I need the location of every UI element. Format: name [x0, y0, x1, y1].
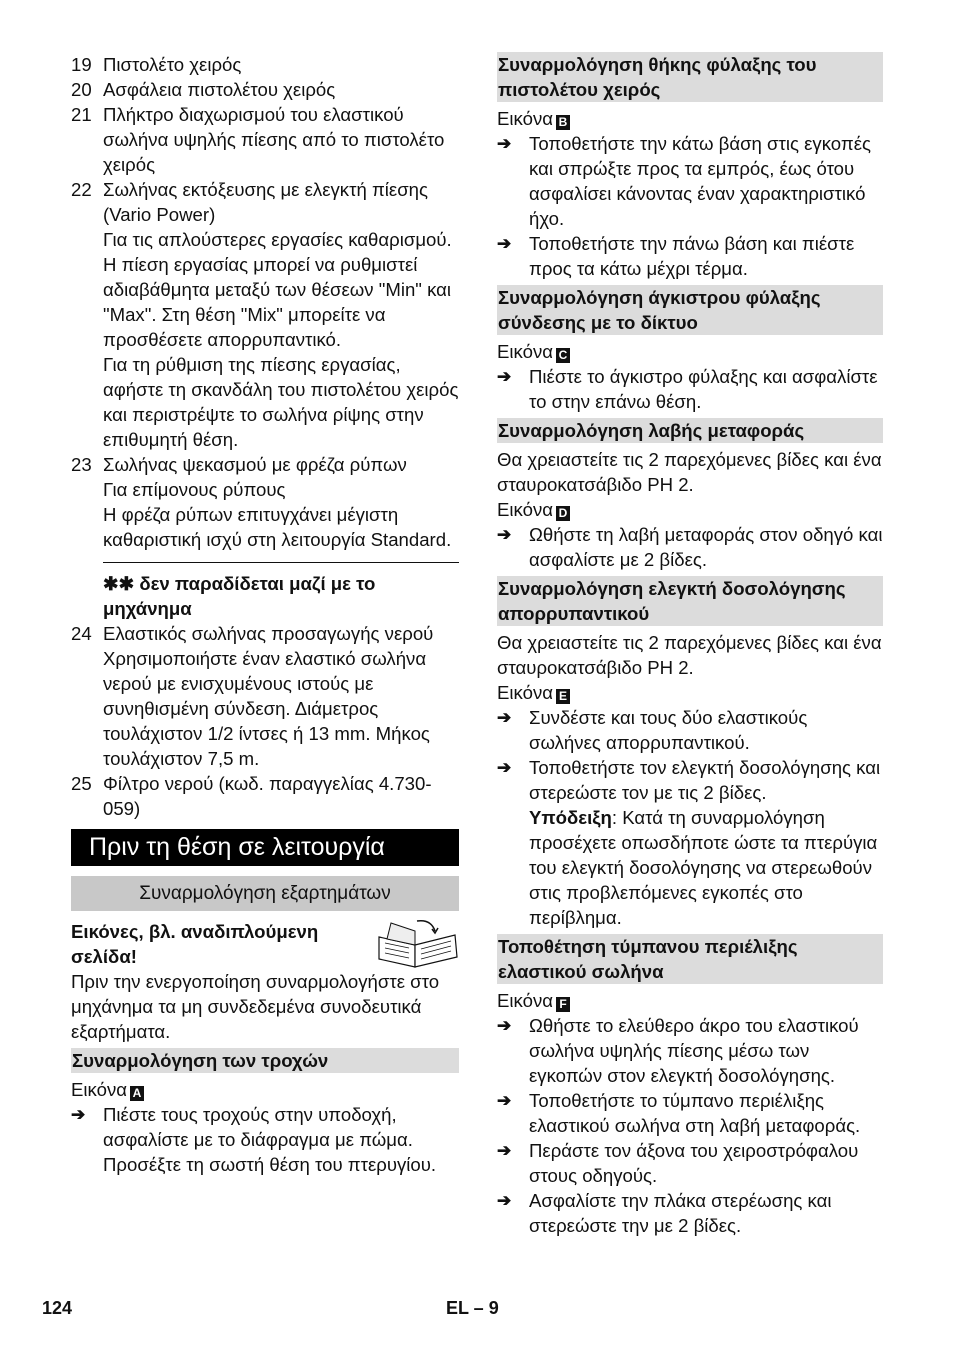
figure-letter: B — [556, 115, 570, 130]
step-item: ➔ Ωθήστε τη λαβή μεταφοράς στον οδηγό και ασφαλίστε με 2 βίδες. — [497, 524, 883, 570]
subsection-title: Συναρμολόγηση εξαρτημάτων — [71, 876, 459, 911]
step-item: ➔ Πιέστε τους τροχούς στην υποδοχή, ασφαλίστε με το διάφραγμα με πώμα. Προσέξτε τη σωστή θέση του πτερυγίου. — [71, 1104, 437, 1175]
figure-letter: C — [556, 348, 570, 363]
arrow-icon: ➔ — [497, 1191, 512, 1210]
arrow-icon: ➔ — [497, 367, 512, 386]
step-item: ➔ Τοποθετήστε τον ελεγκτή δοσολόγησης και στερεώστε τον με τις 2 βίδες. — [497, 757, 881, 803]
right-column — [497, 52, 883, 1238]
arrow-icon: ➔ — [497, 525, 512, 544]
figure-ref: Εικόνα C — [497, 339, 883, 364]
list-item: 20 Ασφάλεια πιστολέτου χειρός — [71, 79, 336, 100]
item-description: Για τη ρύθμιση της πίεσης εργασίας, αφήστε τη σκανδάλη του πιστολέτου χειρός και περιστρέψτε το σωλήνα ρίψης στην επιθυμητή θέση. — [103, 354, 459, 450]
figure-ref: Εικόνα E — [497, 680, 883, 705]
subheading: Συναρμολόγηση θήκης φύλαξης του πιστολέτου χειρός — [497, 52, 883, 102]
step-item: ➔ Πιέστε το άγκιστρο φύλαξης και ασφαλίστε το στην επάνω θέση. — [497, 366, 878, 412]
arrow-icon: ➔ — [497, 134, 512, 153]
step-item: ➔ Συνδέστε και τους δύο ελαστικούς σωλήνες απορρυπαντικού. — [497, 707, 808, 753]
step-item: ➔ Τοποθετήστε την πάνω βάση και πιέστε προς τα κάτω μέχρι τέρμα. — [497, 233, 855, 279]
item-description: Χρησιμοποιήστε έναν ελαστικό σωλήνα νερού με ενισχυμένους ιστούς με συνηθισμένη σύνδεση. Διάμετρος τουλάχιστον 1/2 ίντσες ή 13 mm. Μήκος τουλάχιστον 7,5 m. — [103, 648, 430, 769]
step-item: ➔ Τοποθετήστε την κάτω βάση στις εγκοπές και σπρώξτε προς τα εμπρός, έως ότου ασφαλίσει κάνοντας έναν χαρακτηριστικό ήχο. — [497, 133, 871, 229]
item-description: Η φρέζα ρύπων επιτυγχάνει μέγιστη καθαριστική ισχύ στη λειτουργία Standard. — [103, 504, 452, 550]
figure-ref: Εικόνα B — [497, 106, 883, 131]
item-description: Για επίμονους ρύπους — [103, 479, 286, 500]
list-item: 25 Φίλτρο νερού (κωδ. παραγγελίας 4.730-059) — [71, 773, 432, 819]
intro-text: Πριν την ενεργοποίηση συναρμολογήστε στο μηχάνημα τα μη συνδεδεμένα συνοδευτικά εξαρτήματα. — [71, 971, 440, 1042]
figure-ref: Εικόνα F — [497, 988, 883, 1013]
step-item: ➔ Ασφαλίστε την πλάκα στερέωσης και στερεώστε την με 2 βίδες. — [497, 1190, 832, 1236]
step-item: ➔ Τοποθετήστε το τύμπανο περιέλιξης ελαστικού σωλήνα στη λαβή μεταφοράς. — [497, 1090, 861, 1136]
step-item: ➔ Ωθήστε το ελεύθερο άκρο του ελαστικού σωλήνα υψηλής πίεσης μέσω των εγκοπών στον ελεγκτή δοσολόγησης. — [497, 1015, 859, 1086]
not-supplied-note: ✱✱ δεν παραδίδεται μαζί με το μηχάνημα — [103, 573, 376, 619]
page-lang-label: EL – 9 — [446, 1298, 499, 1318]
list-item: 24 Ελαστικός σωλήνας προσαγωγής νερού — [71, 623, 434, 644]
subheading: Συναρμολόγηση άγκιστρου φύλαξης σύνδεσης με το δίκτυο — [497, 285, 883, 335]
note-text: Υπόδειξη: Κατά τη συναρμολόγηση προσέχετε οπωσδήποτε ώστε τα πτερύγια του ελεγκτή δοσολόγησης να στερεωθούν στις προβλεπόμενες εγκοπές στο περίβλημα. — [529, 807, 878, 928]
arrow-icon: ➔ — [497, 708, 512, 727]
arrow-icon: ➔ — [497, 1016, 512, 1035]
arrow-icon: ➔ — [497, 234, 512, 253]
figure-letter: A — [130, 1086, 144, 1101]
arrow-icon: ➔ — [497, 1091, 512, 1110]
figure-letter: D — [556, 506, 570, 521]
subheading: Τοποθέτηση τύμπανου περιέλιξης ελαστικού σωλήνα — [497, 934, 883, 984]
book-icon — [377, 917, 459, 969]
left-column — [71, 52, 459, 1177]
subheading: Συναρμολόγηση λαβής μεταφοράς — [497, 418, 883, 443]
arrow-icon: ➔ — [497, 1141, 512, 1160]
figures-note: Εικόνες, βλ. αναδιπλούμενη σελίδα! — [71, 921, 319, 967]
arrow-icon: ➔ — [71, 1105, 86, 1124]
figures-note-block — [71, 919, 459, 969]
list-item: 23 Σωλήνας ψεκασμού με φρέζα ρύπων — [71, 454, 407, 475]
arrow-icon: ➔ — [497, 758, 512, 777]
list-item: 19 Πιστολέτο χειρός — [71, 54, 242, 75]
body-text: Θα χρειαστείτε τις 2 παρεχόμενες βίδες και ένα σταυροκατσάβιδο PH 2. — [497, 449, 882, 495]
subheading: Συναρμολόγηση των τροχών — [71, 1048, 459, 1073]
list-item: 21 Πλήκτρο διαχωρισμού του ελαστικού σωλήνα υψηλής πίεσης από το πιστολέτο χειρός — [71, 104, 445, 175]
figure-ref: Εικόνα A — [71, 1077, 459, 1102]
body-text: Θα χρειαστείτε τις 2 παρεχόμενες βίδες και ένα σταυροκατσάβιδο PH 2. — [497, 632, 882, 678]
step-item: ➔ Περάστε τον άξονα του χειροστρόφαλου στους οδηγούς. — [497, 1140, 859, 1186]
subheading: Συναρμολόγηση ελεγκτή δοσολόγησης απορρυπαντικού — [497, 576, 883, 626]
page-number: 124 — [42, 1298, 73, 1318]
divider — [103, 562, 459, 563]
note-label: Υπόδειξη — [529, 807, 612, 828]
list-item: 22 Σωλήνας εκτόξευσης με ελεγκτή πίεσης (Vario Power) — [71, 179, 428, 225]
section-title: Πριν τη θέση σε λειτουργία — [71, 829, 459, 866]
figure-ref: Εικόνα D — [497, 497, 883, 522]
figure-letter: F — [556, 997, 570, 1012]
item-description: Για τις απλούστερες εργασίες καθαρισμού. Η πίεση εργασίας μπορεί να ρυθμιστεί αδιαβάθμητα μεταξύ των θέσεων "Min" και "Max". Στη θέση "Mix" μπορείτε να προσθέσετε απορρυπαντικό. — [103, 229, 452, 350]
figure-letter: E — [556, 689, 570, 704]
